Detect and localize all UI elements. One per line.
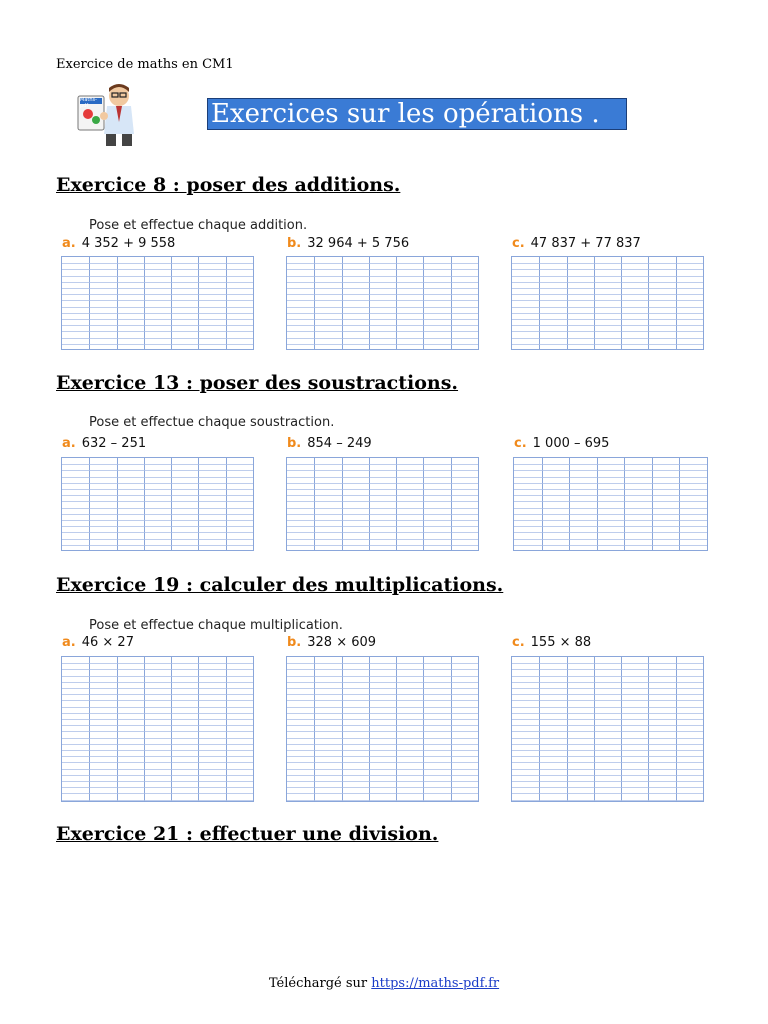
exercise-8-op-b	[287, 236, 409, 251]
exercise-13-op-b	[287, 436, 372, 451]
op-expression: 47 837 + 77 837	[530, 236, 641, 251]
answer-grid[interactable]	[513, 457, 708, 551]
footer	[0, 976, 768, 991]
exercise-19-instruction: Pose et effectue chaque multiplication.	[89, 618, 343, 633]
exercise-13-op-c	[514, 436, 609, 451]
op-letter: c.	[514, 436, 527, 451]
op-letter: a.	[62, 236, 76, 251]
exercise-19-op-a	[62, 635, 134, 650]
op-expression: 1 000 – 695	[532, 436, 610, 451]
answer-grid[interactable]	[286, 457, 479, 551]
op-expression: 328 × 609	[307, 635, 377, 650]
exercise-8-op-c	[512, 236, 641, 251]
exercise-21-title: Exercice 21 : effectuer une division.	[56, 823, 439, 845]
op-letter: b.	[287, 236, 302, 251]
op-letter: b.	[287, 635, 302, 650]
answer-grid[interactable]	[61, 656, 254, 802]
op-expression: 854 – 249	[307, 436, 372, 451]
answer-grid[interactable]	[511, 256, 704, 350]
op-expression: 46 × 27	[81, 635, 134, 650]
op-expression: 155 × 88	[530, 635, 592, 650]
op-letter: c.	[512, 236, 525, 251]
page-title: Exercices sur les opérations .	[207, 98, 627, 130]
op-expression: 32 964 + 5 756	[307, 236, 410, 251]
op-letter: b.	[287, 436, 302, 451]
exercise-19-op-c	[512, 635, 591, 650]
exercise-8-title: Exercice 8 : poser des additions.	[56, 174, 401, 196]
exercise-19-title: Exercice 19 : calculer des multiplications.	[56, 574, 504, 596]
mascot-badge: Maths-pdf	[80, 97, 97, 109]
exercise-8-instruction: Pose et effectue chaque addition.	[89, 218, 308, 233]
op-letter: a.	[62, 635, 76, 650]
footer-text: Téléchargé sur	[268, 976, 372, 991]
answer-grid[interactable]	[511, 656, 704, 802]
op-letter: c.	[512, 635, 525, 650]
op-expression: 632 – 251	[81, 436, 147, 451]
op-expression: 4 352 + 9 558	[81, 236, 176, 251]
answer-grid[interactable]	[61, 457, 254, 551]
op-letter: a.	[62, 436, 76, 451]
exercise-8-op-a	[62, 236, 175, 251]
exercise-13-instruction: Pose et effectue chaque soustraction.	[89, 415, 335, 430]
answer-grid[interactable]	[286, 256, 479, 350]
exercise-13-title: Exercice 13 : poser des soustractions.	[56, 372, 459, 394]
exercise-13-op-a	[62, 436, 146, 451]
header-text: Exercice de maths en CM1	[56, 57, 234, 72]
teacher-mascot-icon	[74, 82, 140, 148]
answer-grid[interactable]	[286, 656, 479, 802]
footer-link[interactable]: https://maths-pdf.fr	[371, 976, 500, 991]
answer-grid[interactable]	[61, 256, 254, 350]
exercise-19-op-b	[287, 635, 376, 650]
